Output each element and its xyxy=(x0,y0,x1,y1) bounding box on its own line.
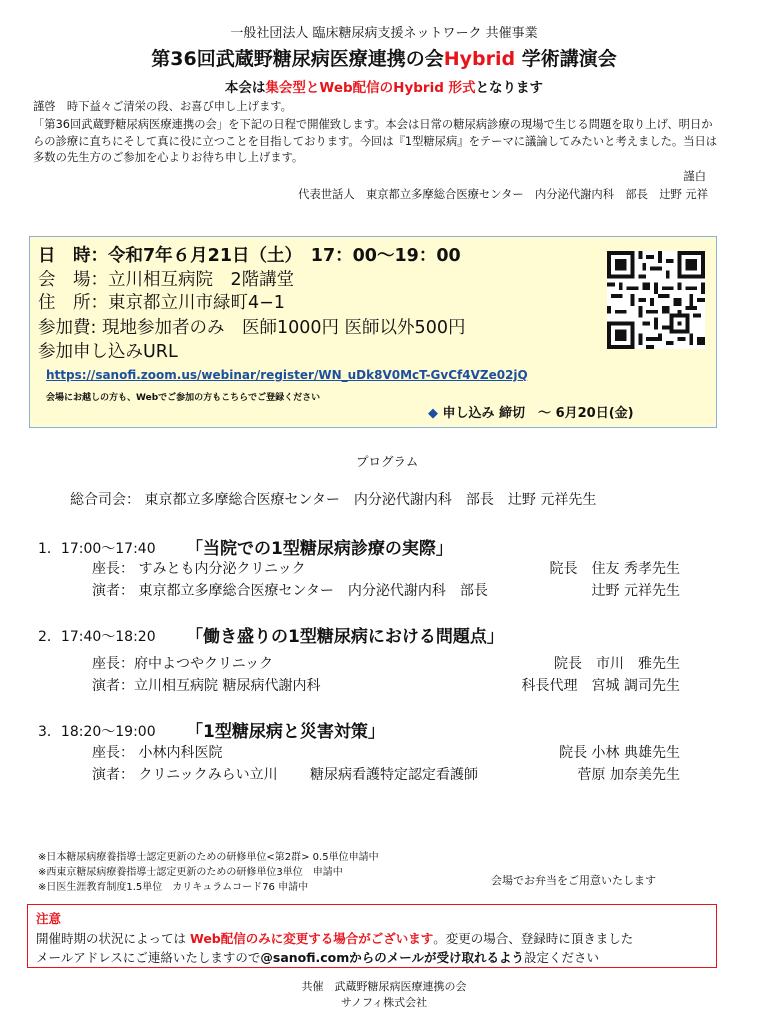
lunch-note: 会場でお弁当をご用意いたします xyxy=(491,874,656,887)
credit-line-2: ※西東京糖尿病療養指導士認定更新のための研修単位3単位 申請中 xyxy=(38,867,343,878)
organizer-line: 一般社団法人 臨床糖尿病支援ネットワーク 共催事業 xyxy=(230,26,538,41)
subtitle-c: となります xyxy=(475,80,544,96)
session-3-chair: 座長： 小林内科医院 xyxy=(92,745,223,761)
session-3-title: 「1型糖尿病と災害対策」 xyxy=(186,722,385,742)
session-1-speaker: 演者： 東京都立多摩総合医療センター 内分泌代謝内科 部長 xyxy=(92,583,488,599)
notice-heading: 注意 xyxy=(36,911,62,926)
greeting-body: 「第36回武蔵野糖尿病医療連携の会」を下記の日程で開催致します。本会は日常の糖尿病診療の現場で生じる問題を取り上げ、明日からの診療に直ちにそして真に役に立つことを目指しております。今回は『1型糖尿病』をテーマに議論してみたいと考えました。当日は多数の先生方のご参加を心よりお待ち申し上げます。 xyxy=(33,118,718,164)
event-address: 住 所：東京都立川市緑町4−1 xyxy=(38,293,285,313)
date-label: 日 時： xyxy=(38,246,108,266)
session-1-title: 「当院での1型糖尿病診療の実際」 xyxy=(186,539,453,559)
event-title xyxy=(0,44,768,71)
greeting-line: 謹啓 時下益々ご清栄の段、お喜び申し上げます。 xyxy=(33,100,292,113)
event-date xyxy=(38,245,461,267)
footer-cohost: 共催 武蔵野糖尿病医療連携の会 xyxy=(301,980,467,993)
notice-1c: 。変更の場合、登録時に頂きました xyxy=(433,931,634,946)
session-1-chair-name: 院長 住友 秀孝先生 xyxy=(549,561,680,577)
registration-deadline xyxy=(428,402,634,421)
footer-company: サノフィ株式会社 xyxy=(340,996,428,1009)
diamond-icon: ◆ xyxy=(428,406,438,421)
session-2-speaker: 演者：立川相互病院 糖尿病代謝内科 xyxy=(92,678,321,694)
deadline-text: 申し込み 締切 ～ 6月20日(金) xyxy=(438,406,634,421)
registration-link[interactable]: https://sanofi.zoom.us/webinar/register/WN_uDk8V0McT-GvCf4VZe02jQ xyxy=(46,368,528,382)
session-2-chair: 座長：府中よつやクリニック xyxy=(92,656,274,672)
session-2-time: 2．17:40～18:20 xyxy=(38,629,156,645)
notice-2a: メールアドレスにご連絡いたしますので xyxy=(36,950,261,965)
notice-box xyxy=(27,904,717,968)
title-end: 学術講演会 xyxy=(515,48,617,70)
session-2-chair-name: 院長 市川 雅先生 xyxy=(554,656,680,672)
event-fee: 参加費: 現地参加者のみ 医師1000円 医師以外500円 xyxy=(38,318,466,338)
subtitle-a: 本会は xyxy=(224,80,266,96)
registration-note: 会場にお越しの方も、Webでご参加の方もこちらでご登録ください xyxy=(46,393,321,403)
notice-line-1 xyxy=(36,929,633,947)
session-3-speaker-name: 菅原 加奈美先生 xyxy=(577,767,680,783)
session-1-speaker-name: 辻野 元祥先生 xyxy=(591,583,680,599)
notice-line-2 xyxy=(36,948,599,966)
qr-code-icon[interactable] xyxy=(607,251,705,349)
session-2-speaker-name: 科長代理 宮城 調司先生 xyxy=(521,678,680,694)
session-1-chair: 座長： すみとも内分泌クリニック xyxy=(92,561,306,577)
session-3-time: 3．18:20～19:00 xyxy=(38,724,156,740)
representative: 代表世話人 東京都立多摩総合医療センター 内分泌代謝内科 部長 辻野 元祥 xyxy=(298,188,708,201)
notice-2c: 設定ください xyxy=(524,950,600,965)
event-subtitle xyxy=(0,76,768,96)
notice-2b: @sanofi.comからのメールが受け取れるよう xyxy=(260,950,525,965)
notice-1a: 開催時期の状況によっては xyxy=(36,931,190,946)
notice-1b: Web配信のみに変更する場合がございます xyxy=(189,931,434,946)
credit-line-3: ※日医生涯教育制度1.5単位 カリキュラムコード76 申請中 xyxy=(38,882,309,893)
registration-url-label: 参加申し込みURL xyxy=(38,342,178,362)
date-value: 令和7年６月21日（土） 17：00〜19：00 xyxy=(108,246,461,266)
greeting-closing: 謹白 xyxy=(683,170,706,183)
general-chair: 総合司会： 東京都立多摩総合医療センター 内分泌代謝内科 部長 辻野 元祥先生 xyxy=(70,492,597,508)
program-heading: プログラム xyxy=(356,454,419,469)
session-3-speaker: 演者： クリニックみらい立川 糖尿病看護特定認定看護師 xyxy=(92,767,479,783)
subtitle-b: 集会型とWeb配信のHybrid 形式 xyxy=(265,80,476,96)
title-main: 第36回武蔵野糖尿病医療連携の会 xyxy=(151,48,444,70)
session-3-chair-name: 院長 小林 典雄先生 xyxy=(559,745,680,761)
session-2-title: 「働き盛りの1型糖尿病における問題点」 xyxy=(186,627,504,647)
event-info-box xyxy=(29,236,717,428)
session-1-time: 1．17:00～17:40 xyxy=(38,541,156,557)
event-venue: 会 場：立川相互病院 2階講堂 xyxy=(38,270,295,290)
title-hybrid: Hybrid xyxy=(443,48,516,70)
credit-line-1: ※日本糖尿病療養指導士認定更新のための研修単位<第2群> 0.5単位申請中 xyxy=(38,852,379,863)
